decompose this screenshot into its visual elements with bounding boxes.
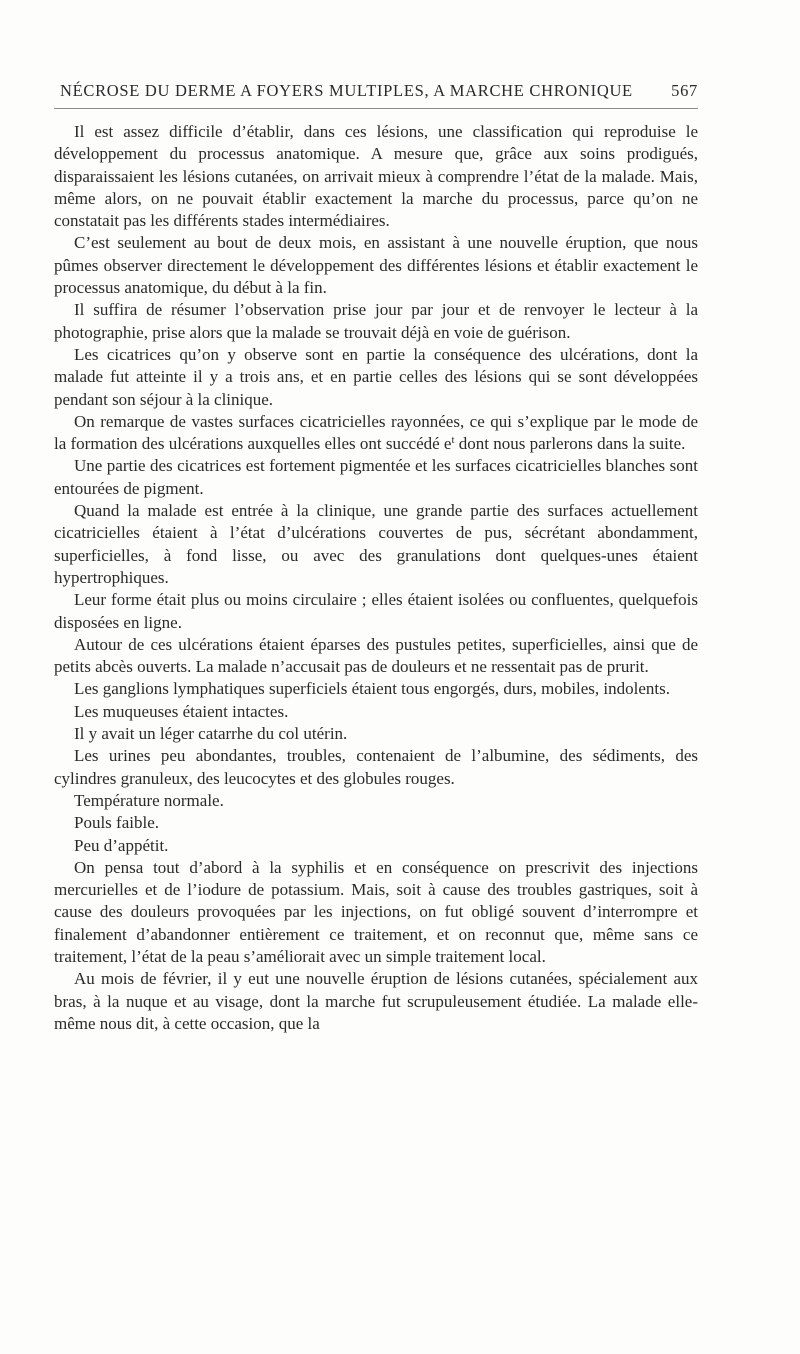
paragraph: Leur forme était plus ou moins circulaire ; elles étaient isolées ou confluentes, quelquefois disposées en ligne. [54,590,698,632]
paragraph: Il est assez difficile d’établir, dans ces lésions, une classification qui reproduise le développement du processus anatomique. A mesure que, grâce aux soins prodigués, disparaissaient les lésions cutanées, on arrivait mieux à comprendre l’état de la malade. Mais, même alors, on ne pouvait établir exactement la marche du processus, parce qu’on ne constatait pas les différents stades intermédiaires. [54,122,698,231]
paragraph: Quand la malade est entrée à la clinique, une grande partie des surfaces actuellement cicatricielles étaient à l’état d’ulcérations couvertes de pus, sécrétant abondamment, superficielles, à fond lisse, ou avec des granulations dont quelques-unes étaient hypertrophiques. [54,501,698,587]
paragraph-text: On remarque de vastes surfaces cicatricielles rayonnées, ce qui s’explique par le mode de la formation des ulcérations auxquelles elles ont succédé e [54,411,698,454]
page-number: 567 [671,81,698,100]
superscript: t [451,434,455,447]
paragraph-text: dont nous parlerons dans la suite. [458,434,686,454]
paragraph: Température normale. [74,790,224,810]
paragraph: Il suffira de résumer l’observation prise jour par jour et de renvoyer le lecteur à la photographie, prise alors que la malade se trouvait déjà en voie de guérison. [54,300,698,342]
running-title: NÉCROSE DU DERME A FOYERS MULTIPLES, A MARCHE CHRONIQUE [60,81,633,100]
paragraph: Les urines peu abondantes, troubles, contenaient de l’albumine, des sédiments, des cylindres granuleux, des leucocytes et des globules rouges. [54,746,698,788]
paragraph [54,411,698,456]
paragraph: Pouls faible. [74,813,159,833]
paragraph: Au mois de février, il y eut une nouvelle éruption de lésions cutanées, spécialement aux bras, à la nuque et au visage, dont la marche fut scrupuleusement étudiée. La malade elle-même nous dit, à cette occasion, que la [54,969,698,1033]
paragraph: On pensa tout d’abord à la syphilis et en conséquence on prescrivit des injections mercurielles et de l’iodure de potassium. Mais, soit à cause des troubles gastriques, soit à cause des douleurs provoquées par les injections, on fut obligé souvent d’interrompre et finalement d’abandonner entièrement ce traitement, et on reconnut que, même sans ce traitement, l’état de la peau s’améliorait avec un simple traitement local. [54,857,698,966]
paragraph: C’est seulement au bout de deux mois, en assistant à une nouvelle éruption, que nous pûmes observer directement le développement des différentes lésions et établir exactement le processus anatomique, du début à la fin. [54,233,698,298]
paragraph: Il y avait un léger catarrhe du col utérin. [74,724,348,744]
paragraph: Les ganglions lymphatiques superficiels étaient tous engorgés, durs, mobiles, indolents. [74,679,671,699]
body-text [54,121,698,1035]
paragraph: Les muqueuses étaient intactes. [74,701,289,721]
paragraph: Une partie des cicatrices est fortement pigmentée et les surfaces cicatricielles blanches sont entourées de pigment. [54,456,698,498]
paragraph: Autour de ces ulcérations étaient éparses des pustules petites, superficielles, ainsi que de petits abcès ouverts. La malade n’accusait pas de douleurs et ne ressentait pas de prurit. [54,634,698,677]
header-rule [54,108,698,109]
paragraph: Peu d’appétit. [74,835,169,855]
paragraph: Les cicatrices qu’on y observe sont en partie la conséquence des ulcérations, dont la malade fut atteinte il y a trois ans, et en partie celles des lésions qui se sont développées pendant son séjour à la clinique. [54,344,698,409]
